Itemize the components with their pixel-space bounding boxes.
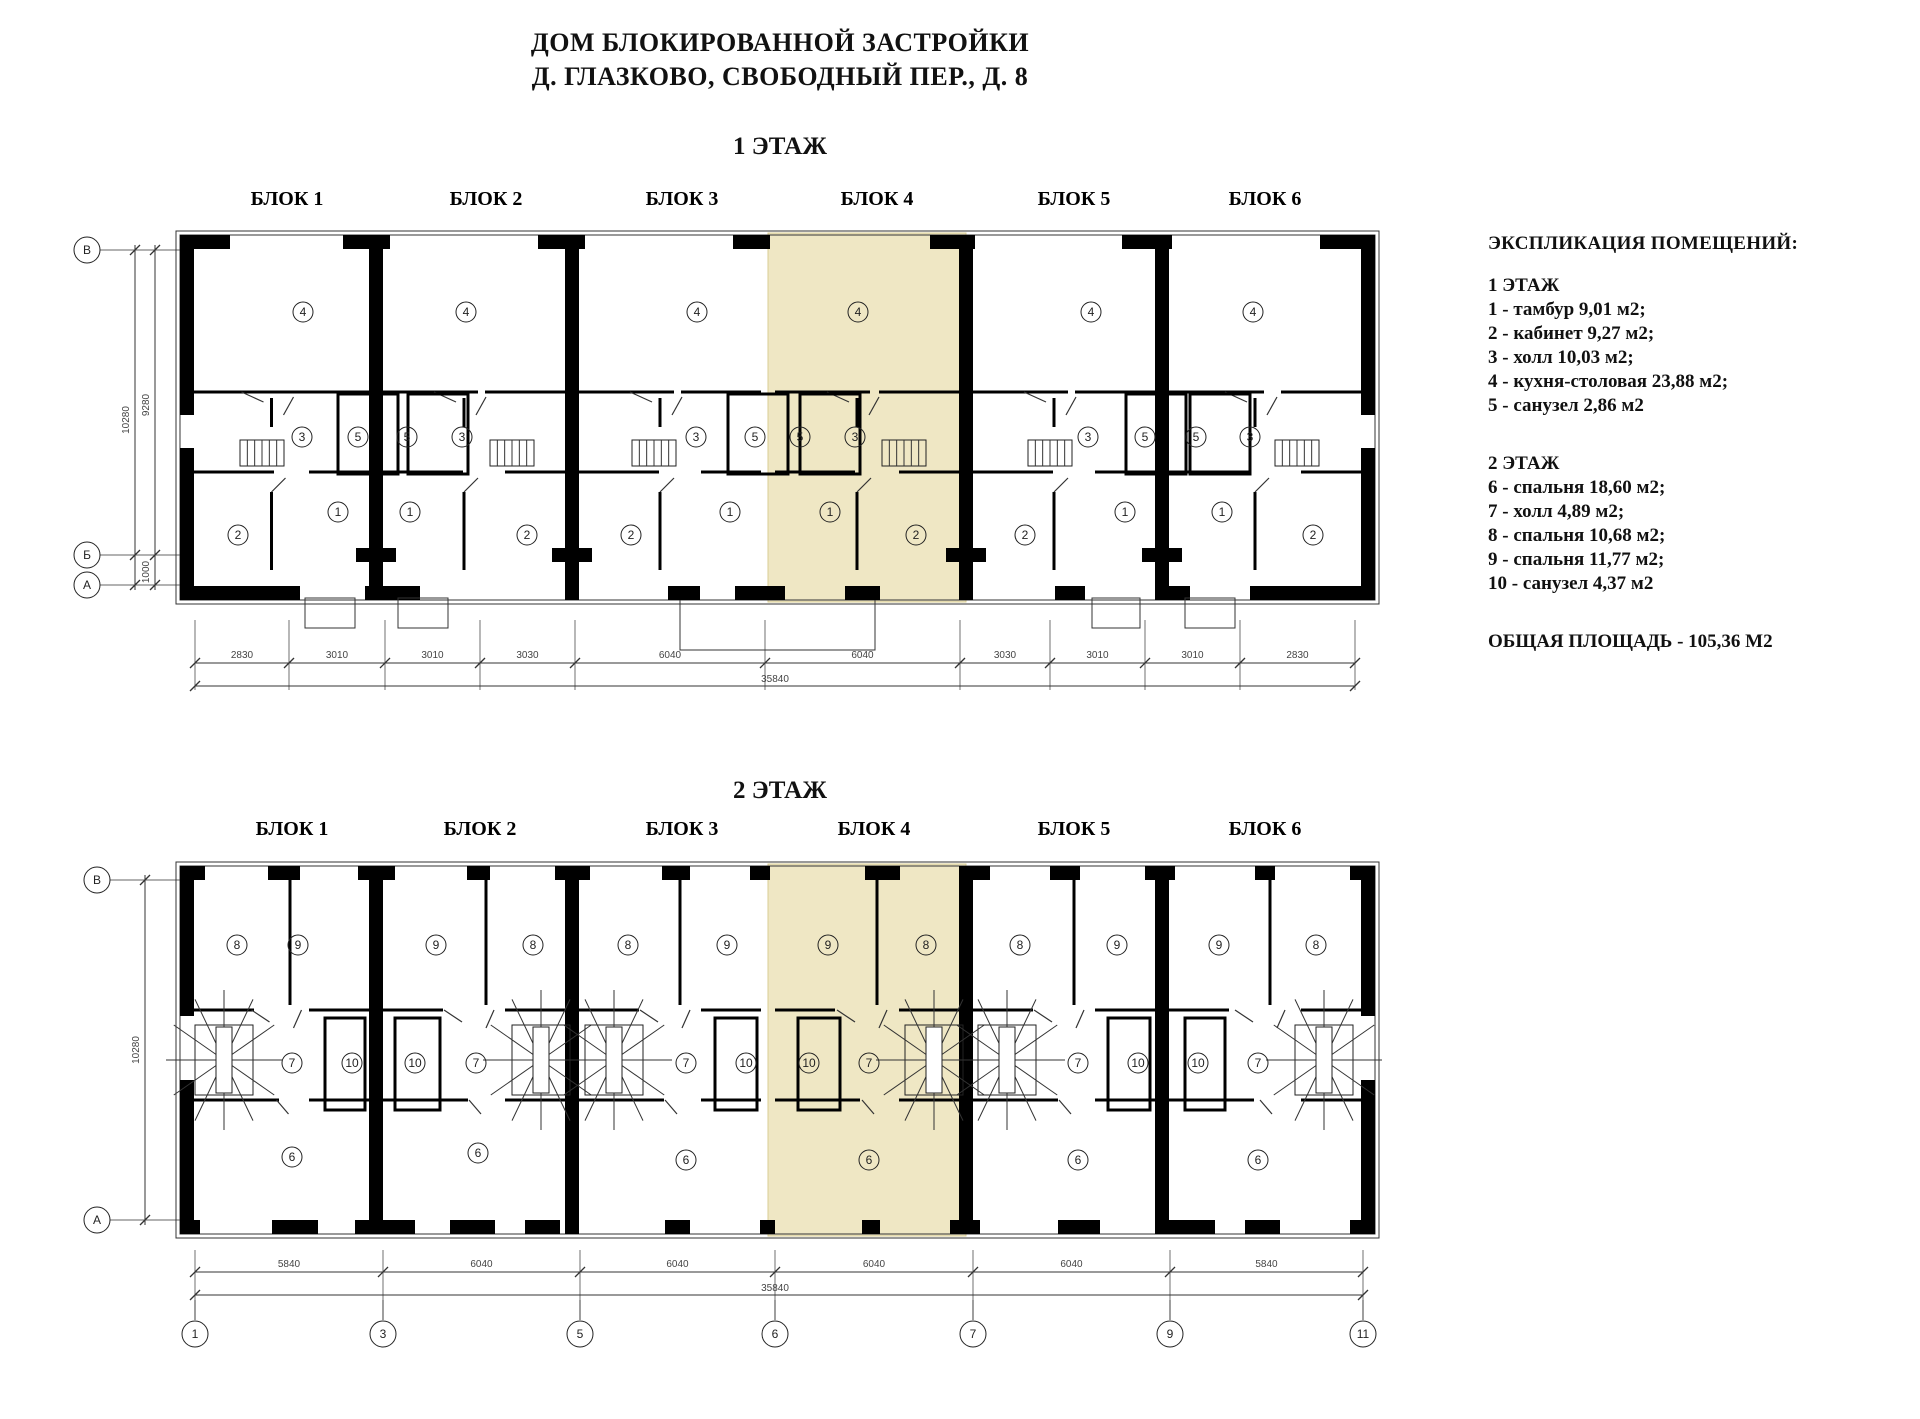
exterior-wall: [770, 586, 785, 600]
door-leaf: [469, 1100, 481, 1114]
stair-well: [216, 1027, 232, 1093]
party-wall: [1155, 866, 1169, 1234]
room-number: 4: [462, 305, 470, 319]
room-number: 1: [826, 505, 834, 519]
room-number: 6: [682, 1153, 690, 1167]
room-number: 9: [294, 938, 302, 952]
room-number: 4: [299, 305, 307, 319]
exterior-wall: [1361, 866, 1375, 1016]
dimension-value: 3010: [421, 650, 444, 661]
exterior-wall: [272, 1220, 318, 1234]
exterior-wall: [467, 866, 490, 880]
exterior-wall: [733, 235, 770, 249]
room-number: 4: [854, 305, 862, 319]
porch: [305, 598, 355, 628]
party-wall: [369, 235, 383, 600]
door-leaf: [1059, 1100, 1071, 1114]
axis-label: 9: [1166, 1327, 1174, 1341]
door-leaf: [665, 1100, 677, 1114]
room-number: 3: [298, 430, 306, 444]
room-number: 8: [922, 938, 930, 952]
room-number: 9: [723, 938, 731, 952]
exterior-wall: [525, 1220, 560, 1234]
dimension-value: 2830: [1286, 650, 1309, 661]
door-leaf: [1267, 397, 1277, 415]
legend-item: 10 - санузел 4,37 м2: [1488, 573, 1654, 594]
exterior-wall: [760, 1220, 775, 1234]
axis-label: А: [92, 1213, 102, 1227]
door-leaf: [1260, 1100, 1272, 1114]
door-leaf: [1076, 1010, 1084, 1028]
axis-label: В: [92, 873, 102, 887]
exterior-wall: [268, 866, 300, 880]
room-number: 8: [529, 938, 537, 952]
exterior-wall: [365, 586, 390, 600]
room-number: 6: [288, 1150, 296, 1164]
dimension-value: 6040: [851, 650, 874, 661]
room-number: 1: [334, 505, 342, 519]
room-number: 8: [624, 938, 632, 952]
exterior-wall: [1245, 1220, 1280, 1234]
door-leaf: [1235, 1010, 1253, 1022]
exterior-wall: [668, 586, 700, 600]
room-number: 10: [408, 1056, 422, 1070]
door-leaf: [284, 397, 294, 415]
room-number: 8: [1016, 938, 1024, 952]
dimension-value: 3030: [516, 650, 539, 661]
room-number: 2: [1021, 528, 1029, 542]
block-label: БЛОК 2: [449, 188, 523, 210]
dimension-value: 3030: [993, 650, 1017, 661]
room-number: 8: [1312, 938, 1320, 952]
room-number: 10: [1191, 1056, 1205, 1070]
dimension-value: 6040: [1060, 1259, 1083, 1270]
room-number: 7: [288, 1056, 296, 1070]
exterior-wall: [1055, 586, 1085, 600]
legend-item: 5 - санузел 2,86 м2: [1488, 395, 1644, 416]
legend-floor2-label: 2 ЭТАЖ: [1488, 453, 1560, 474]
room-number: 2: [912, 528, 920, 542]
floor1-plan: [74, 188, 1379, 691]
room-number: 4: [1249, 305, 1257, 319]
dimension-value: 6040: [862, 1259, 886, 1270]
legend-item: 1 - тамбур 9,01 м2;: [1488, 299, 1646, 320]
room-number: 7: [682, 1056, 690, 1070]
door-leaf: [277, 1100, 289, 1114]
legend-total-area: ОБЩАЯ ПЛОЩАДЬ - 105,36 М2: [1488, 631, 1773, 652]
exterior-wall: [665, 1220, 690, 1234]
legend-item: 7 - холл 4,89 м2;: [1488, 501, 1625, 522]
legend-item: 6 - спальня 18,60 м2;: [1488, 477, 1666, 498]
room-number: 7: [865, 1056, 873, 1070]
room-number: 7: [1074, 1056, 1082, 1070]
dimension-total: 35840: [761, 674, 789, 685]
room-number: 8: [233, 938, 241, 952]
door-leaf: [682, 1010, 690, 1028]
block-label: БЛОК 3: [645, 818, 719, 840]
dimension-value: 10280: [131, 1036, 142, 1064]
room-number: 3: [692, 430, 700, 444]
party-wall-end: [946, 548, 986, 562]
dimension-value: 3010: [325, 650, 349, 661]
room-number: 2: [234, 528, 242, 542]
exterior-wall: [1058, 1220, 1100, 1234]
door-leaf: [1277, 1010, 1285, 1028]
block-label: БЛОК 1: [250, 188, 324, 210]
room-number: 4: [693, 305, 701, 319]
exterior-wall: [1361, 1080, 1375, 1234]
room-number: 10: [1131, 1056, 1145, 1070]
room-number: 7: [1254, 1056, 1262, 1070]
exterior-wall: [750, 866, 770, 880]
dimension-value: 5840: [1255, 1259, 1278, 1270]
exterior-wall: [180, 235, 194, 415]
door-leaf: [476, 397, 486, 415]
room-number: 5: [403, 430, 411, 444]
room-number: 3: [1084, 430, 1092, 444]
block-label: БЛОК 1: [255, 818, 329, 840]
door-leaf: [1066, 397, 1076, 415]
legend-heading: ЭКСПЛИКАЦИЯ ПОМЕЩЕНИЙ:: [1488, 233, 1799, 254]
block-label: БЛОК 2: [443, 818, 517, 840]
room-number: 5: [796, 430, 804, 444]
exterior-wall: [180, 1080, 194, 1234]
room-number: 5: [751, 430, 759, 444]
party-wall: [565, 235, 579, 600]
axis-label: 6: [771, 1327, 779, 1341]
room-number: 10: [739, 1056, 753, 1070]
door-leaf: [464, 478, 478, 492]
exterior-wall: [862, 1220, 880, 1234]
room-number: 10: [345, 1056, 359, 1070]
stair-well: [606, 1027, 622, 1093]
party-wall: [369, 866, 383, 1234]
exterior-wall: [845, 586, 880, 600]
block-label: БЛОК 5: [1037, 818, 1111, 840]
legend-item: 8 - спальня 10,68 м2;: [1488, 525, 1666, 546]
door-leaf: [486, 1010, 494, 1028]
floor2-plan: [84, 818, 1382, 1347]
porch: [680, 600, 875, 650]
dimension-value: 3010: [1086, 650, 1109, 661]
block-label: БЛОК 6: [1228, 818, 1302, 840]
party-wall: [959, 866, 973, 1234]
room-number: 5: [354, 430, 362, 444]
exterior-wall: [1361, 448, 1375, 600]
porch: [1185, 598, 1235, 628]
floor2-title: 2 ЭТАЖ: [733, 777, 827, 804]
exterior-wall: [450, 1220, 495, 1234]
block-label: БЛОК 5: [1037, 188, 1111, 210]
room-number: 6: [865, 1153, 873, 1167]
stair-well: [999, 1027, 1015, 1093]
legend-item: 4 - кухня-столовая 23,88 м2;: [1488, 371, 1729, 392]
exterior-wall: [1250, 586, 1375, 600]
dimension-value: 5840: [277, 1259, 301, 1270]
axis-label: 3: [379, 1327, 387, 1341]
room-number: 4: [1087, 305, 1095, 319]
dimension-value: 1000: [141, 560, 152, 584]
dimension-value: 9280: [141, 393, 152, 417]
dimension-value: 3010: [1181, 650, 1204, 661]
dimension-value: 2830: [230, 650, 254, 661]
party-wall: [1155, 235, 1169, 600]
legend-floor1-label: 1 ЭТАЖ: [1488, 275, 1560, 296]
block-label: БЛОК 6: [1228, 188, 1302, 210]
stair-well: [533, 1027, 549, 1093]
dimension-value: 6040: [470, 1259, 493, 1270]
party-wall: [565, 866, 579, 1234]
dimension-total: 35840: [761, 1283, 789, 1294]
party-wall-end: [552, 548, 592, 562]
room-number: 2: [627, 528, 635, 542]
axis-label: 1: [191, 1327, 199, 1341]
highlighted-block-4: [768, 233, 966, 602]
axis-label: В: [82, 243, 92, 257]
porch: [398, 598, 448, 628]
exterior-wall: [662, 866, 690, 880]
room-number: 1: [726, 505, 734, 519]
exterior-wall: [355, 1220, 415, 1234]
door-leaf: [640, 1010, 658, 1022]
axis-label: А: [82, 578, 92, 592]
drawing-title-line1: ДОМ БЛОКИРОВАННОЙ ЗАСТРОЙКИ: [530, 28, 1030, 57]
exterior-wall: [1361, 235, 1375, 415]
room-number: 9: [824, 938, 832, 952]
stair-well: [1316, 1027, 1332, 1093]
room-number: 6: [1254, 1153, 1262, 1167]
axis-label: 11: [1356, 1327, 1370, 1341]
legend-item: 3 - холл 10,03 м2;: [1488, 347, 1634, 368]
room-number: 3: [851, 430, 859, 444]
exterior-wall: [1255, 866, 1275, 880]
room-number: 5: [1141, 430, 1149, 444]
room-number: 2: [523, 528, 531, 542]
room-number: 6: [1074, 1153, 1082, 1167]
axis-label: Б: [83, 548, 91, 562]
room-number: 1: [1121, 505, 1129, 519]
block-label: БЛОК 3: [645, 188, 719, 210]
legend-item: 9 - спальня 11,77 м2;: [1488, 549, 1665, 570]
room-number: 3: [458, 430, 466, 444]
exterior-wall: [180, 586, 300, 600]
exterior-wall: [865, 866, 900, 880]
exterior-wall: [1350, 1220, 1375, 1234]
floor1-title: 1 ЭТАЖ: [733, 133, 827, 160]
exterior-wall: [1160, 1220, 1215, 1234]
room-number: 3: [1246, 430, 1254, 444]
door-leaf: [252, 1010, 270, 1022]
room-number: 1: [406, 505, 414, 519]
dimension-value: 6040: [658, 650, 682, 661]
room-number: 5: [1192, 430, 1200, 444]
room-number: 9: [1215, 938, 1223, 952]
exterior-wall: [180, 866, 194, 1016]
legend-item: 2 - кабинет 9,27 м2;: [1488, 323, 1655, 344]
party-wall-end: [1142, 548, 1182, 562]
exterior-wall: [1050, 866, 1080, 880]
room-number: 9: [432, 938, 440, 952]
drawing-title-line2: Д. ГЛАЗКОВО, СВОБОДНЫЙ ПЕР., Д. 8: [531, 62, 1029, 91]
room-number: 6: [474, 1146, 482, 1160]
door-leaf: [272, 478, 286, 492]
door-leaf: [294, 1010, 302, 1028]
exterior-wall: [180, 448, 194, 600]
exterior-wall: [735, 586, 775, 600]
door-leaf: [1255, 478, 1269, 492]
party-wall-end: [356, 548, 396, 562]
porch: [1092, 598, 1140, 628]
dimension-value: 6040: [666, 1259, 689, 1270]
door-leaf: [672, 397, 682, 415]
stair-well: [926, 1027, 942, 1093]
axis-label: 5: [576, 1327, 584, 1341]
room-number: 1: [1218, 505, 1226, 519]
room-number: 2: [1309, 528, 1317, 542]
party-wall: [959, 235, 973, 600]
room-number: 9: [1113, 938, 1121, 952]
door-leaf: [1054, 478, 1068, 492]
door-leaf: [1034, 1010, 1052, 1022]
block-label: БЛОК 4: [840, 188, 914, 210]
exterior-wall: [950, 1220, 980, 1234]
door-leaf: [660, 478, 674, 492]
door-leaf: [444, 1010, 462, 1022]
room-number: 10: [802, 1056, 816, 1070]
axis-label: 7: [969, 1327, 977, 1341]
exterior-wall: [180, 1220, 200, 1234]
block-label: БЛОК 4: [837, 818, 911, 840]
dimension-value: 10280: [121, 406, 132, 434]
room-number: 7: [472, 1056, 480, 1070]
